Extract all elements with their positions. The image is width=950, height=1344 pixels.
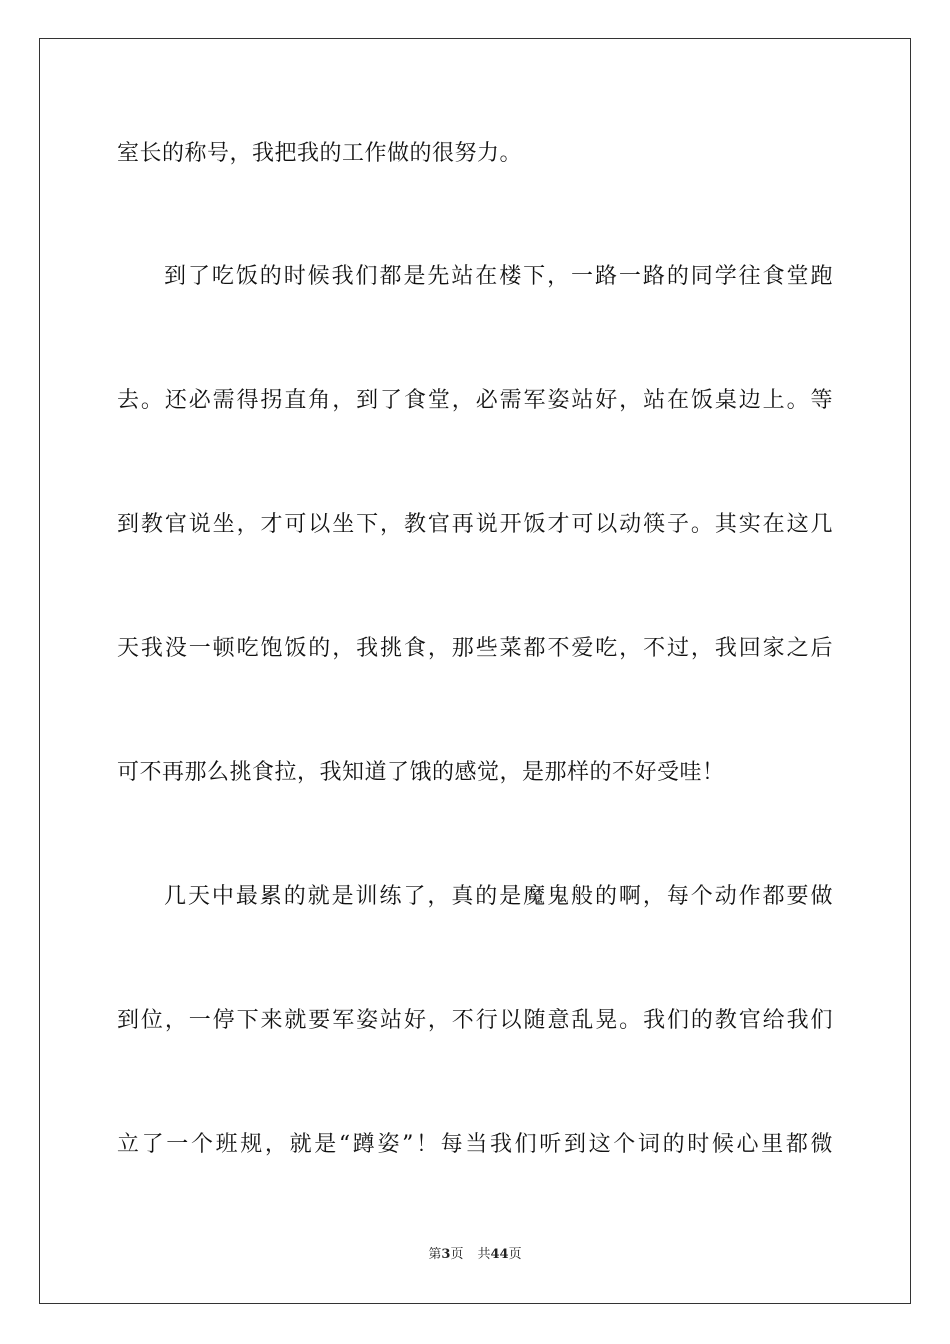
total-pages: 44	[490, 1247, 509, 1262]
text-line: 室长的称号，我把我的工作做的很努力。	[117, 141, 523, 166]
footer-total-prefix: 共	[477, 1247, 491, 1262]
footer-prefix: 第	[428, 1247, 442, 1262]
text-line: 可不再那么挑食拉，我知道了饿的感觉，是那样的不好受哇！	[117, 760, 725, 785]
page-frame	[39, 38, 911, 1304]
text-line: 到教官说坐，才可以坐下，教官再说开饭才可以动筷子。其实在这几	[117, 512, 833, 537]
text-line: 几天中最累的就是训练了，真的是魔鬼般的啊，每个动作都要做	[164, 884, 833, 909]
text-line: 立了一个班规，就是“蹲姿”！每当我们听到这个词的时候心里都微	[117, 1132, 833, 1157]
footer-total-suffix: 页	[508, 1247, 522, 1262]
text-line: 到了吃饭的时候我们都是先站在楼下，一路一路的同学往食堂跑	[164, 264, 833, 289]
footer-page-suffix: 页	[450, 1247, 464, 1262]
text-line: 到位，一停下来就要军姿站好，不行以随意乱晃。我们的教官给我们	[117, 1008, 833, 1033]
page-footer	[0, 1246, 950, 1264]
text-line: 去。还必需得拐直角，到了食堂，必需军姿站好，站在饭桌边上。等	[117, 388, 833, 413]
text-line: 天我没一顿吃饱饭的，我挑食，那些菜都不爱吃，不过，我回家之后	[117, 636, 833, 661]
page-number: 3	[441, 1247, 451, 1262]
